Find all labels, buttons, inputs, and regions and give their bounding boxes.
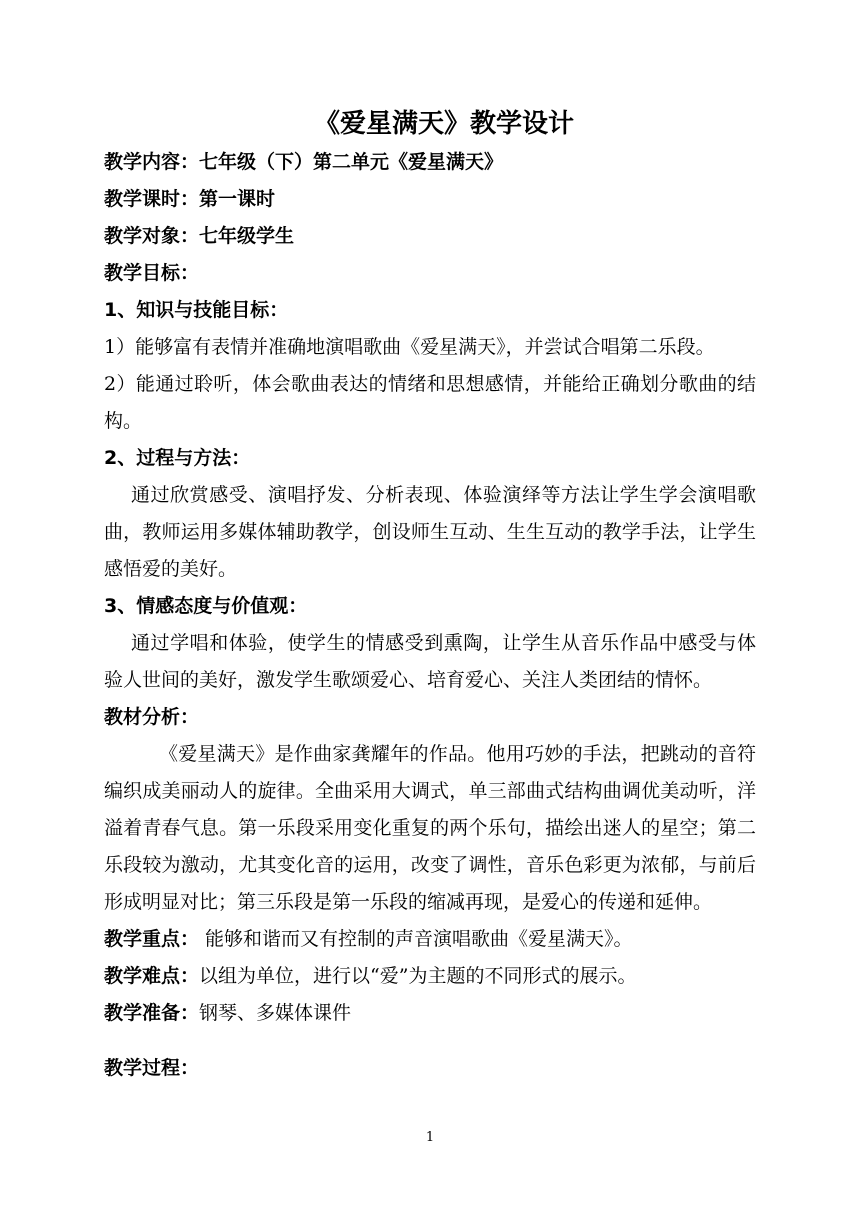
emotion-text: 通过学唱和体验，使学生的情感受到熏陶，让学生从音乐作品中感受与体验人世间的美好，激发学生歌颂爱心、培育爱心、关注人类团结的情怀。 <box>104 632 756 691</box>
teaching-audience-value: 七年级学生 <box>199 225 295 247</box>
key-point-line <box>104 921 756 958</box>
key-point-label: 教学重点： <box>104 928 200 950</box>
teaching-content-line <box>104 144 756 181</box>
key-point-value: 能够和谐而又有控制的声音演唱歌曲《爱星满天》。 <box>199 928 633 950</box>
preparation-line <box>104 995 756 1032</box>
preparation-label: 教学准备： <box>104 1002 200 1024</box>
teaching-period-label: 教学课时： <box>104 188 200 210</box>
teaching-period-line <box>104 181 756 218</box>
document-title: 《爱星满天》教学设计 <box>313 109 574 139</box>
teaching-audience-label: 教学对象： <box>104 225 200 247</box>
process-heading: 2、过程与方法： <box>104 447 251 469</box>
teaching-content-value: 七年级（下）第二单元《爱星满天》 <box>199 151 504 173</box>
emotion-heading: 3、情感态度与价值观： <box>104 595 308 617</box>
knowledge-heading: 1、知识与技能目标： <box>104 299 289 321</box>
document-page <box>104 104 756 1087</box>
preparation-value: 钢琴、多媒体课件 <box>199 1002 352 1024</box>
knowledge-item-2: 2）能通过聆听，体会歌曲表达的情绪和思想感情，并能给正确划分歌曲的结构。 <box>104 373 756 432</box>
teaching-audience-line <box>104 218 756 255</box>
knowledge-item-1: 1）能够富有表情并准确地演唱歌曲《爱星满天》，并尝试合唱第二乐段。 <box>104 336 715 358</box>
difficulty-label: 教学难点： <box>104 965 200 987</box>
difficulty-line <box>104 958 756 995</box>
process-text: 通过欣赏感受、演唱抒发、分析表现、体验演绎等方法让学生学会演唱歌曲，教师运用多媒体辅助教学，创设师生互动、生生互动的教学手法，让学生感悟爱的美好。 <box>104 484 756 580</box>
teaching-content-label: 教学内容： <box>104 151 200 173</box>
difficulty-value: 以组为单位，进行以“爱”为主题的不同形式的展示。 <box>199 965 637 987</box>
teaching-period-value: 第一课时 <box>199 188 276 210</box>
analysis-heading: 教材分析： <box>104 706 200 728</box>
procedure-heading: 教学过程： <box>104 1057 200 1079</box>
spacer <box>104 1032 756 1050</box>
page-number: 1 <box>425 1130 435 1145</box>
analysis-text: 《爱星满天》是作曲家龚耀年的作品。他用巧妙的手法，把跳动的音符编织成美丽动人的旋律。全曲采用大调式，单三部曲式结构曲调优美动听，洋溢着青春气息。第一乐段采用变化重复的两个乐句，描绘出迷人的星空；第二乐段较为激动，尤其变化音的运用，改变了调性，音乐色彩更为浓郁，与前后形成明显对比；第三乐段是第一乐段的缩减再现，是爱心的传递和延伸。 <box>104 743 756 913</box>
objectives-heading: 教学目标： <box>104 262 200 284</box>
